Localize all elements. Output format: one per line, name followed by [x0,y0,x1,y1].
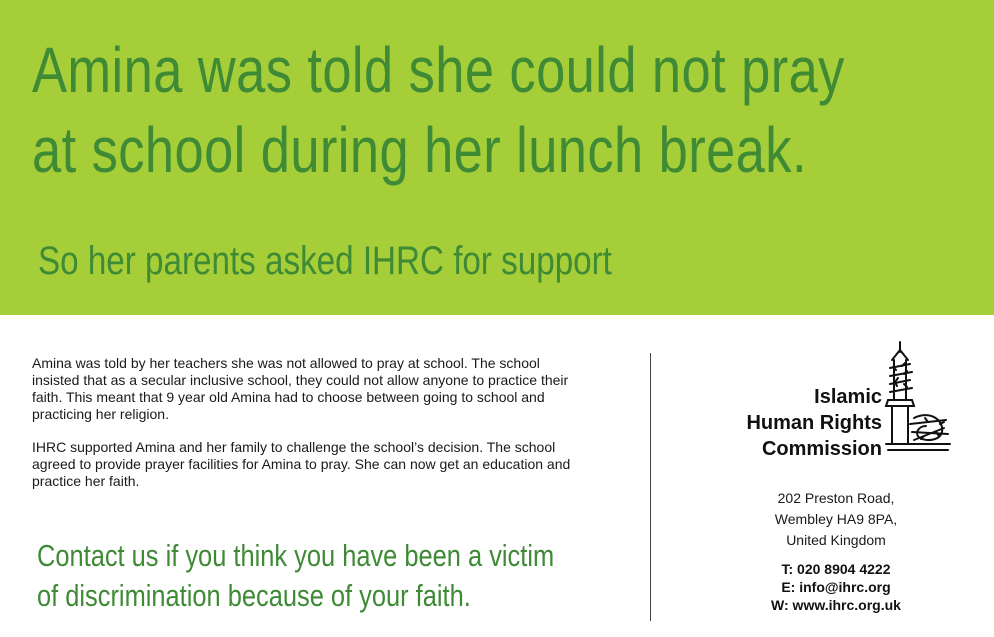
story-text [32,355,580,506]
vertical-divider [650,353,651,621]
story-paragraph: Amina was told by her teachers she was not allowed to pray at school. The school insisted that as a secular inclusive school, they could not allow anyone to practice their faith. This meant that 9 year old Amina had to choose between going to school and practicing her religion. [32,355,569,422]
address-line: United Kingdom [786,532,886,548]
headline-line: at school during her lunch break. [32,114,807,186]
org-name-line: Commission [761,438,882,460]
story-paragraph: IHRC supported Amina and her family to challenge the school’s decision. The school agreed to provide prayer facilities for Amina to pray. She can now get an education and practice her faith. [32,439,571,489]
org-name-line: Islamic [814,386,882,408]
cta-line: of discrimination because of your faith. [37,578,471,613]
org-name-line: Human Rights [746,412,882,434]
cta-line: Contact us if you think you have been a victim [37,538,555,573]
address-line: 202 Preston Road, [777,490,895,506]
phone-number: T: 020 8904 4222 [781,561,891,577]
subheadline: So her parents asked IHRC for support [38,239,612,283]
email-address: E: info@ihrc.org [781,579,891,595]
minaret-barbed-wire-icon [884,340,954,462]
website-address: W: www.ihrc.org.uk [771,597,901,613]
contact-details [700,560,972,614]
headline [32,30,845,190]
address-line: Wembley HA9 8PA, [774,511,898,527]
headline-banner [0,0,994,315]
postal-address [700,488,972,551]
call-to-action [37,536,554,616]
headline-line: Amina was told she could not pray [32,34,845,106]
organization-logo-text [746,384,882,462]
